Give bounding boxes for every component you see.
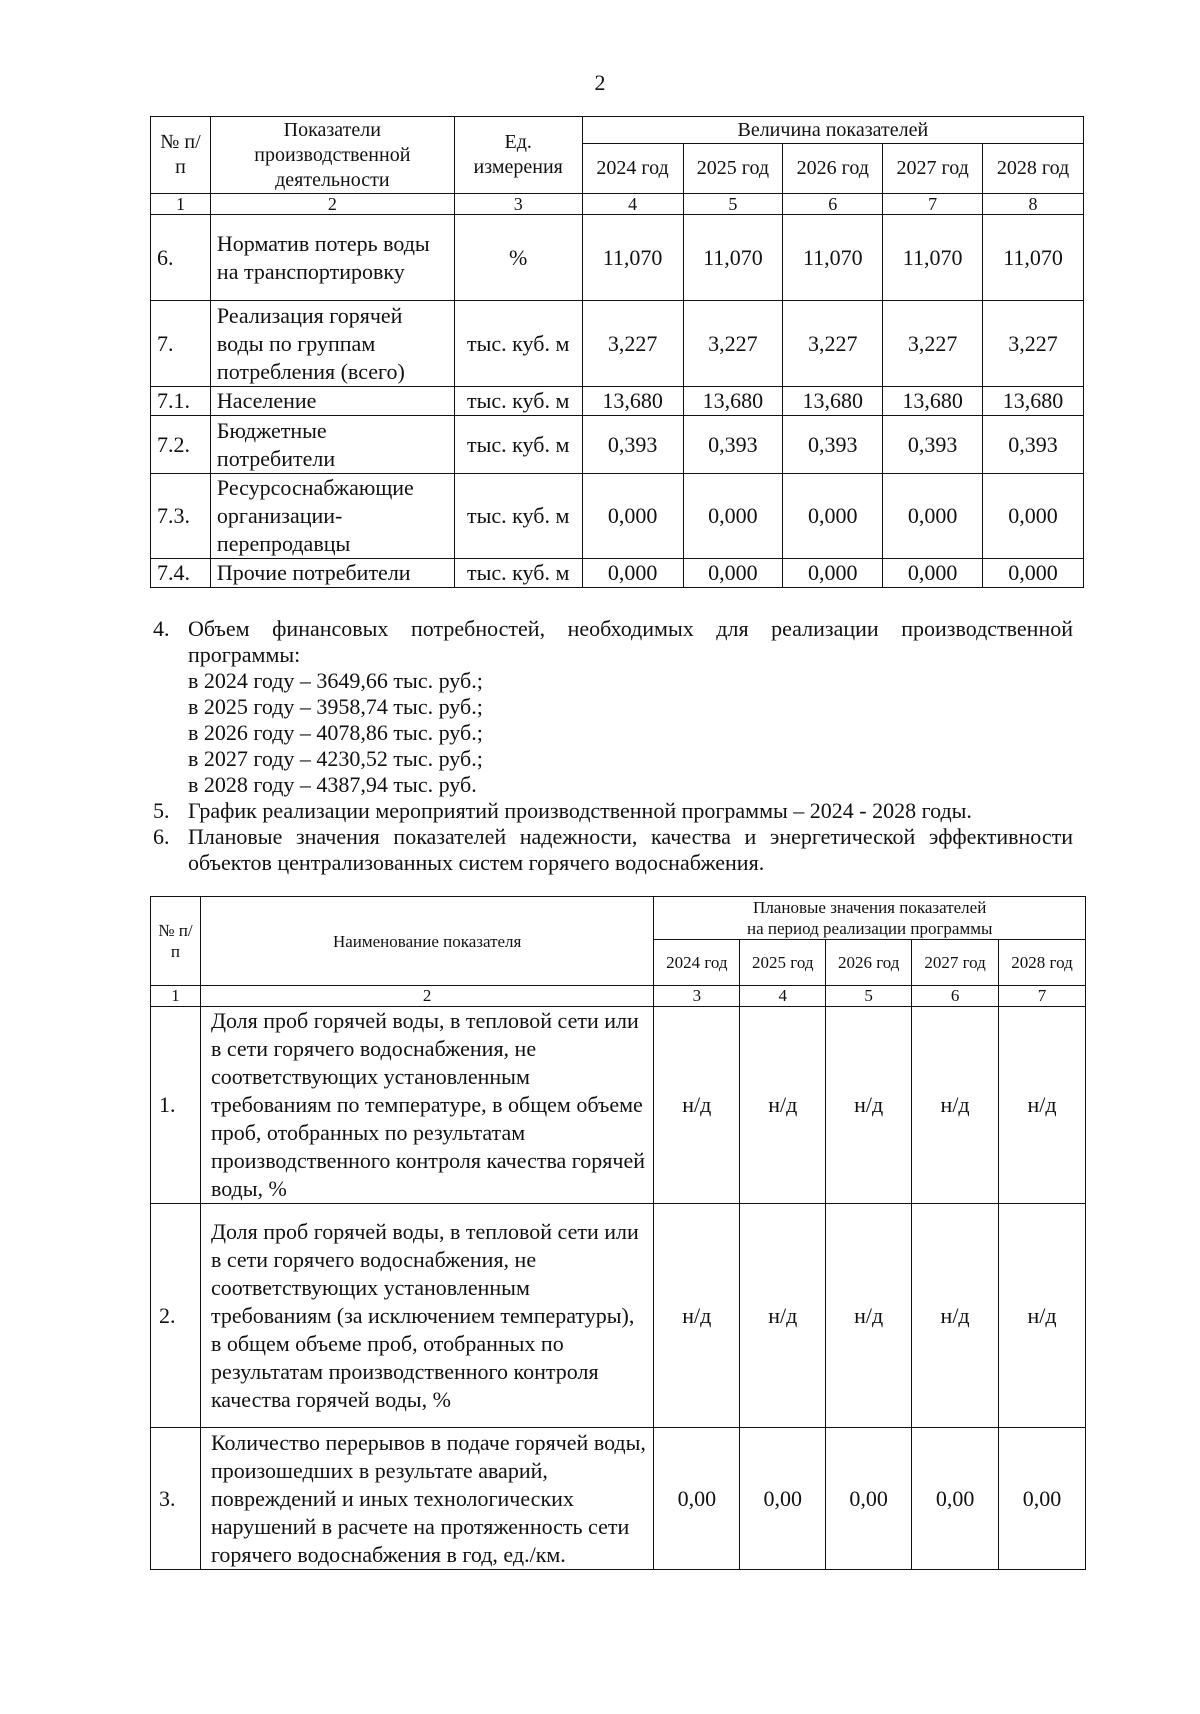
list-item-text: График реализации мероприятий производственной программы – 2024 - 2028 годы. xyxy=(188,798,972,823)
row-value: 0,393 xyxy=(582,416,683,474)
row-unit: % xyxy=(454,215,582,301)
list-marker: 6. xyxy=(153,824,170,849)
finance-line: в 2028 году – 4387,94 тыс. руб. xyxy=(188,772,477,797)
row-value: 11,070 xyxy=(883,215,983,301)
row-value: н/д xyxy=(999,1007,1086,1204)
row-value: 0,000 xyxy=(582,474,683,559)
row-unit: тыс. куб. м xyxy=(454,416,582,474)
header-planned-values xyxy=(654,897,1086,940)
row-num: 7.3. xyxy=(151,474,211,559)
finance-line: в 2025 году – 3958,74 тыс. руб.; xyxy=(188,694,483,719)
header-indicator: Наименование показателя xyxy=(200,897,653,986)
page-number: 2 xyxy=(594,70,606,95)
row-value: 13,680 xyxy=(783,387,883,416)
row-unit: тыс. куб. м xyxy=(454,301,582,387)
row-value: 3,227 xyxy=(783,301,883,387)
column-number: 3 xyxy=(654,986,740,1007)
column-number: 2 xyxy=(210,194,454,215)
table-header-row xyxy=(151,897,1086,940)
table-row xyxy=(151,387,1084,416)
row-num: 7. xyxy=(151,301,211,387)
column-number: 5 xyxy=(826,986,912,1007)
table-row xyxy=(151,416,1084,474)
row-num: 6. xyxy=(151,215,211,301)
table-row xyxy=(151,1428,1086,1570)
row-num: 7.1. xyxy=(151,387,211,416)
row-value: 0,393 xyxy=(983,416,1084,474)
header-year: 2027 год xyxy=(883,144,983,194)
row-value: н/д xyxy=(654,1007,740,1204)
header-year: 2028 год xyxy=(999,940,1086,986)
row-value: 0,393 xyxy=(883,416,983,474)
program-items-list xyxy=(153,616,1073,876)
table-row xyxy=(151,559,1084,588)
row-value: 13,680 xyxy=(683,387,783,416)
row-value: 13,680 xyxy=(983,387,1084,416)
list-item xyxy=(153,616,1073,798)
list-item xyxy=(153,798,1073,824)
row-value: 11,070 xyxy=(582,215,683,301)
column-number: 6 xyxy=(783,194,883,215)
row-num: 7.4. xyxy=(151,559,211,588)
header-group-line1: Плановые значения показателей xyxy=(753,898,987,917)
row-unit: тыс. куб. м xyxy=(454,387,582,416)
table-row xyxy=(151,474,1084,559)
column-number: 8 xyxy=(983,194,1084,215)
row-value: н/д xyxy=(826,1204,912,1428)
row-value: 13,680 xyxy=(582,387,683,416)
row-name: Доля проб горячей воды, в тепловой сети или в сети горячего водоснабжения, не соответствующих установленным требованиям (за исключением температуры), в общем объеме проб, отобранных по результатам производственного контроля качества горячей воды, % xyxy=(200,1204,653,1428)
column-number: 5 xyxy=(683,194,783,215)
finance-line: в 2027 году – 4230,52 тыс. руб.; xyxy=(188,746,483,771)
row-name: Реализация горячей воды по группам потребления (всего) xyxy=(210,301,454,387)
column-number: 1 xyxy=(151,986,201,1007)
row-value: 0,00 xyxy=(740,1428,826,1570)
row-name: Норматив потерь воды на транспортировку xyxy=(210,215,454,301)
header-num: № п/п xyxy=(151,897,201,986)
row-value: 0,000 xyxy=(983,559,1084,588)
row-value: н/д xyxy=(999,1204,1086,1428)
row-value: 0,000 xyxy=(783,474,883,559)
production-indicators-table xyxy=(150,116,1084,588)
row-value: 0,000 xyxy=(582,559,683,588)
header-values-group: Величина показателей xyxy=(582,117,1083,144)
row-name: Доля проб горячей воды, в тепловой сети или в сети горячего водоснабжения, не соответствующих установленным требованиям по температуре, в общем объеме проб, отобранных по результатам производственного контроля качества горячей воды, % xyxy=(200,1007,653,1204)
row-value: 13,680 xyxy=(883,387,983,416)
row-value: н/д xyxy=(912,1204,999,1428)
column-number: 1 xyxy=(151,194,211,215)
row-value: н/д xyxy=(740,1204,826,1428)
header-indicator: Показатели производственной деятельности xyxy=(210,117,454,194)
row-value: н/д xyxy=(826,1007,912,1204)
row-value: 0,393 xyxy=(683,416,783,474)
list-item-text: Объем финансовых потребностей, необходимых для реализации производственной программы: xyxy=(188,616,1073,667)
row-unit: тыс. куб. м xyxy=(454,559,582,588)
row-value: 3,227 xyxy=(883,301,983,387)
column-number: 7 xyxy=(999,986,1086,1007)
header-year: 2026 год xyxy=(826,940,912,986)
header-unit: Ед. измерения xyxy=(454,117,582,194)
row-value: 11,070 xyxy=(783,215,883,301)
reliability-indicators-table xyxy=(150,896,1086,1570)
row-value: 11,070 xyxy=(983,215,1084,301)
row-name: Количество перерывов в подаче горячей воды, произошедших в результате аварий, повреждений и иных технологических нарушений в расчете на протяженность сети горячего водоснабжения в год, ед./км. xyxy=(200,1428,653,1570)
row-value: 0,00 xyxy=(654,1428,740,1570)
row-num: 7.2. xyxy=(151,416,211,474)
finance-line: в 2026 году – 4078,86 тыс. руб.; xyxy=(188,720,483,745)
row-value: 3,227 xyxy=(983,301,1084,387)
list-marker: 5. xyxy=(153,798,170,823)
table-header-row xyxy=(151,117,1084,144)
column-number: 3 xyxy=(454,194,582,215)
row-value: 11,070 xyxy=(683,215,783,301)
list-item xyxy=(153,824,1073,876)
row-value: 0,00 xyxy=(912,1428,999,1570)
row-num: 2. xyxy=(151,1204,201,1428)
header-year: 2024 год xyxy=(582,144,683,194)
row-value: 0,00 xyxy=(826,1428,912,1570)
list-marker: 4. xyxy=(153,616,170,641)
column-number: 7 xyxy=(883,194,983,215)
header-group-line2: на период реализации программы xyxy=(746,919,993,938)
column-number: 2 xyxy=(200,986,653,1007)
row-name: Прочие потребители xyxy=(210,559,454,588)
row-value: 3,227 xyxy=(683,301,783,387)
column-number: 6 xyxy=(912,986,999,1007)
header-year: 2026 год xyxy=(783,144,883,194)
row-value: н/д xyxy=(654,1204,740,1428)
row-value: 0,000 xyxy=(883,559,983,588)
header-year: 2024 год xyxy=(654,940,740,986)
row-value: 0,393 xyxy=(783,416,883,474)
row-value: 0,000 xyxy=(783,559,883,588)
header-year: 2027 год xyxy=(912,940,999,986)
column-number: 4 xyxy=(582,194,683,215)
column-number-row xyxy=(151,986,1086,1007)
row-value: 0,000 xyxy=(683,474,783,559)
row-unit: тыс. куб. м xyxy=(454,474,582,559)
row-value: н/д xyxy=(740,1007,826,1204)
header-year: 2025 год xyxy=(683,144,783,194)
row-name: Население xyxy=(210,387,454,416)
table-row xyxy=(151,1007,1086,1204)
row-value: 0,000 xyxy=(683,559,783,588)
column-number: 4 xyxy=(740,986,826,1007)
row-name: Ресурсоснабжающие организации-перепродавцы xyxy=(210,474,454,559)
header-year: 2025 год xyxy=(740,940,826,986)
row-value: 0,000 xyxy=(983,474,1084,559)
row-name: Бюджетные потребители xyxy=(210,416,454,474)
row-num: 3. xyxy=(151,1428,201,1570)
row-value: 3,227 xyxy=(582,301,683,387)
list-item-text: Плановые значения показателей надежности, качества и энергетической эффективности объектов централизованных систем горячего водоснабжения. xyxy=(188,824,1073,875)
row-value: н/д xyxy=(912,1007,999,1204)
header-num: № п/п xyxy=(151,117,211,194)
header-year: 2028 год xyxy=(983,144,1084,194)
column-number-row xyxy=(151,194,1084,215)
table-row xyxy=(151,215,1084,301)
table-row xyxy=(151,301,1084,387)
row-num: 1. xyxy=(151,1007,201,1204)
table-row xyxy=(151,1204,1086,1428)
row-value: 0,00 xyxy=(999,1428,1086,1570)
row-value: 0,000 xyxy=(883,474,983,559)
finance-line: в 2024 году – 3649,66 тыс. руб.; xyxy=(188,668,483,693)
